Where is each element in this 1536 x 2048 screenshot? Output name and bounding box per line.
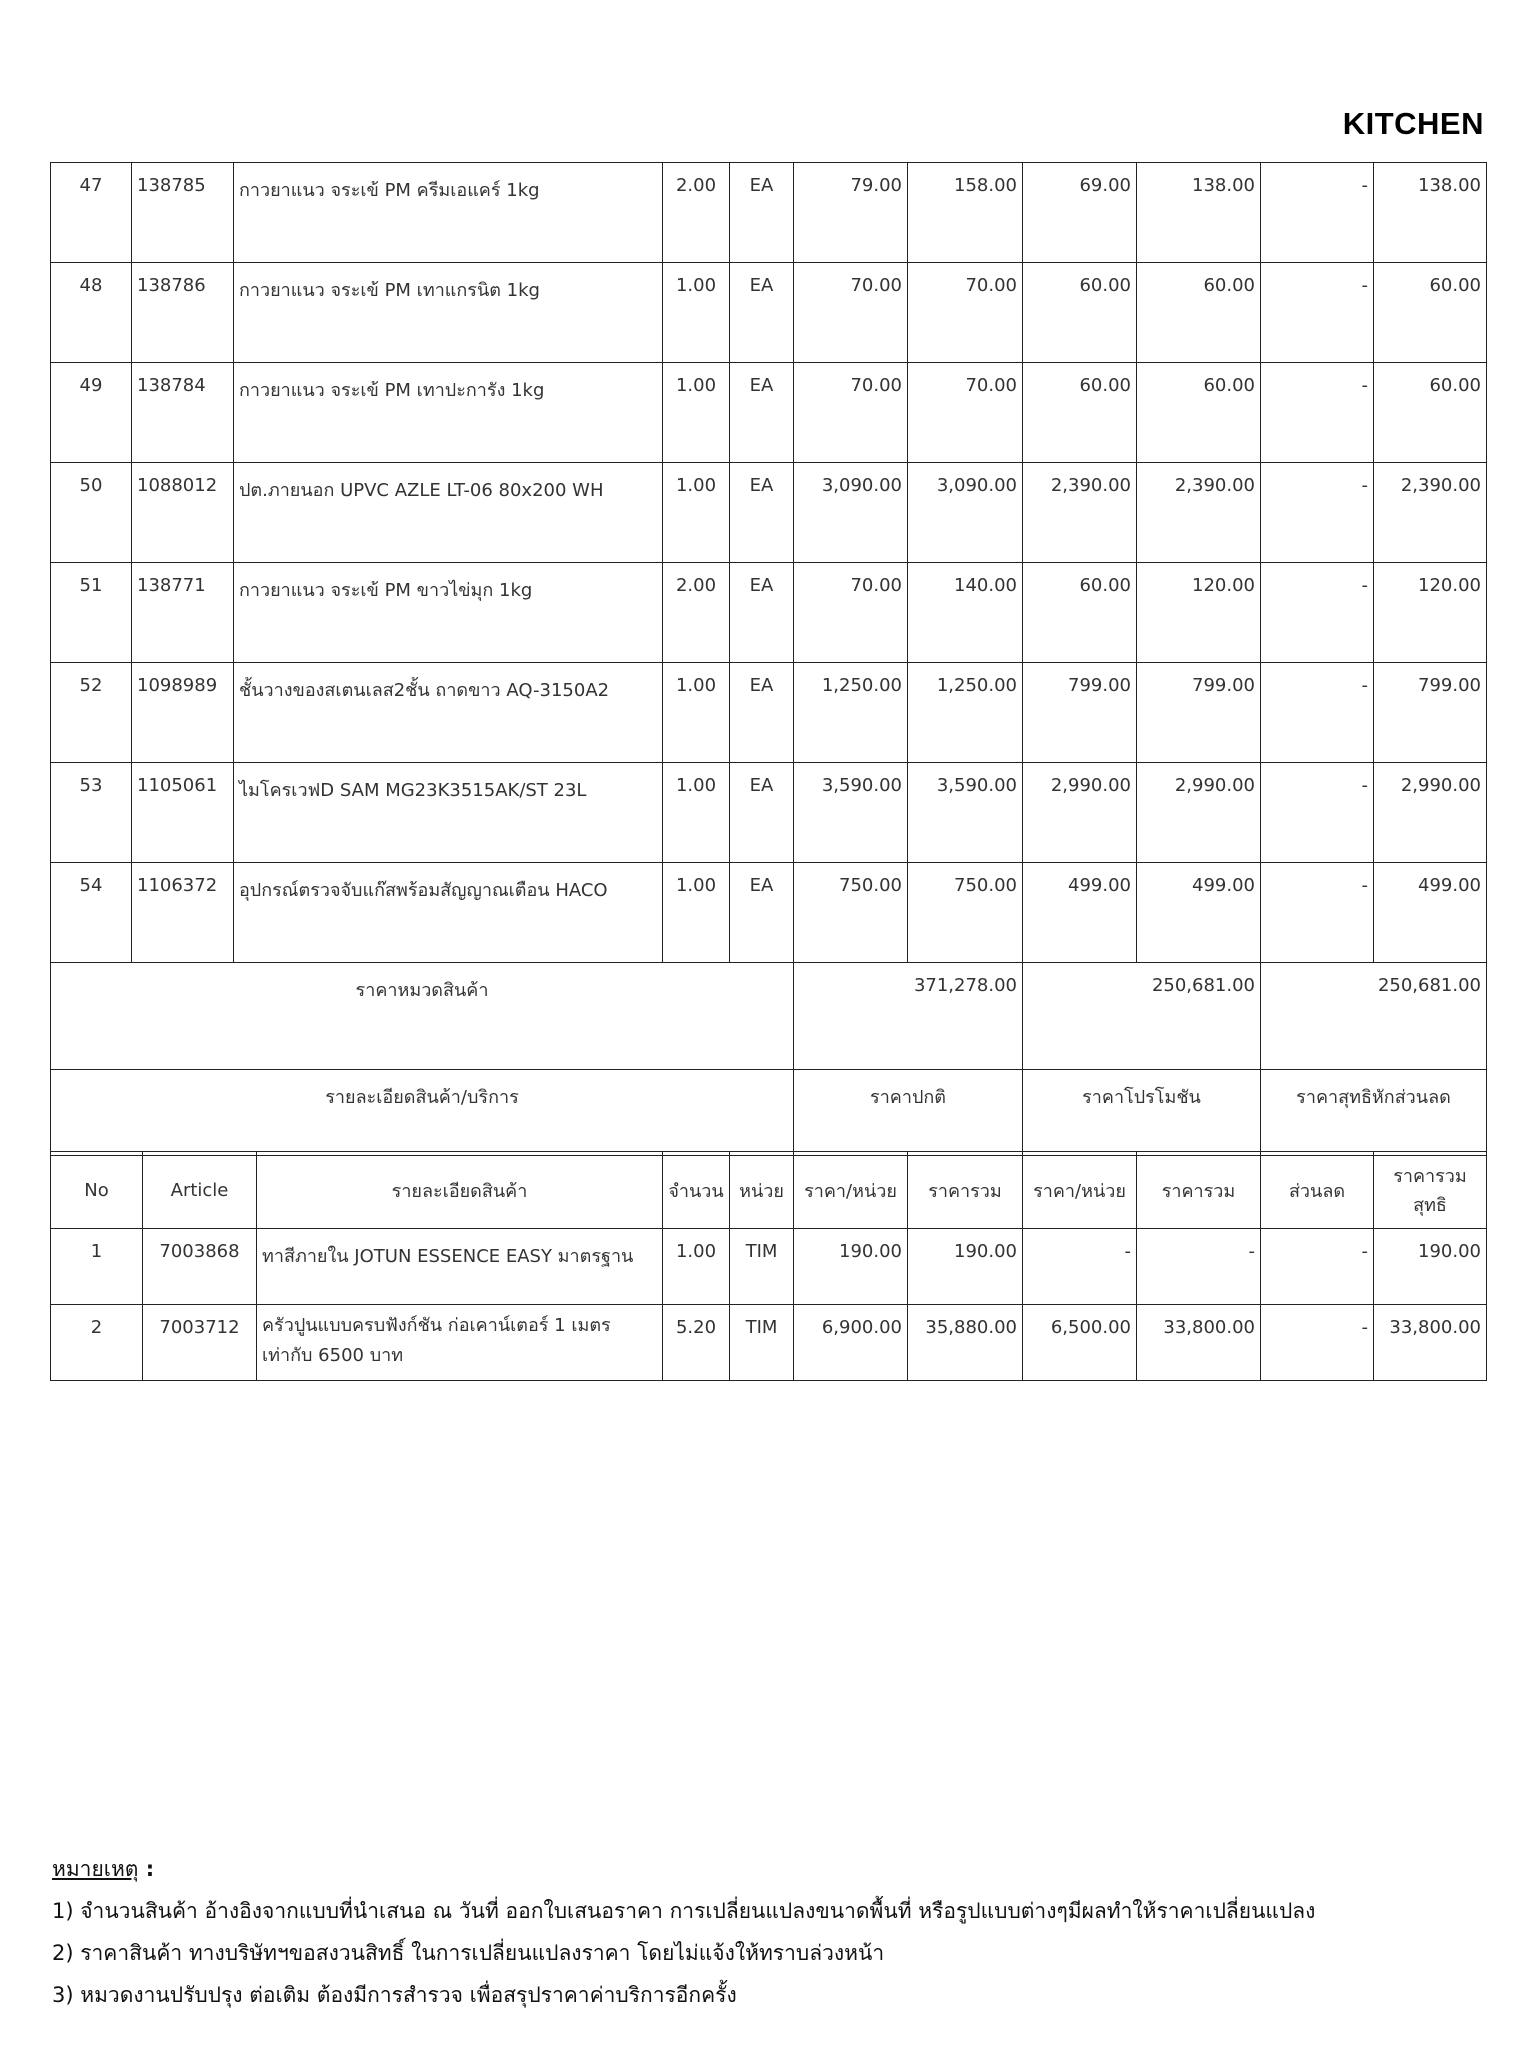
item-code: 1105061 [132,763,234,863]
service-promo-total: 33,800.00 [1137,1305,1261,1381]
item-discount: - [1261,363,1374,463]
item-promo-unit: 60.00 [1023,363,1137,463]
item-unit: EA [730,763,794,863]
item-promo-unit: 799.00 [1023,663,1137,763]
table-row [51,1305,1487,1381]
service-net: 190.00 [1374,1229,1487,1305]
item-net: 799.00 [1374,663,1487,763]
table-row [51,263,1487,363]
services-table [50,1151,1487,1381]
item-desc: ไมโครเวฟD SAM MG23K3515AK/ST 23L [234,763,663,863]
note-line: 3) หมวดงานปรับปรุง ต่อเติม ต้องมีการสำรวจ เพื่อสรุปราคาค่าบริการอีกครั้ง [52,1983,737,2007]
item-total: 70.00 [908,263,1023,363]
item-desc: กาวยาแนว จระเข้ PM ขาวไข่มุก 1kg [234,563,663,663]
service-promo-total: - [1137,1229,1261,1305]
item-promo-total: 2,990.00 [1137,763,1261,863]
item-net: 2,990.00 [1374,763,1487,863]
table-row [51,663,1487,763]
item-qty: 1.00 [663,863,730,963]
service-discount: - [1261,1229,1374,1305]
column-header-desc: รายละเอียดสินค้า [257,1152,663,1229]
column-header-article: Article [143,1152,257,1229]
item-qty: 1.00 [663,363,730,463]
item-net: 60.00 [1374,263,1487,363]
item-net: 120.00 [1374,563,1487,663]
item-code: 1106372 [132,863,234,963]
service-total: 190.00 [908,1229,1023,1305]
item-qty: 1.00 [663,663,730,763]
item-promo-unit: 2,990.00 [1023,763,1137,863]
column-header-net: ราคารวมสุทธิ [1374,1152,1487,1229]
service-total: 35,880.00 [908,1305,1023,1381]
group-header-row [51,1070,1487,1156]
item-unit-price: 1,250.00 [794,663,908,763]
item-net: 138.00 [1374,163,1487,263]
item-unit: EA [730,663,794,763]
item-qty: 2.00 [663,563,730,663]
item-unit-price: 70.00 [794,363,908,463]
item-total: 140.00 [908,563,1023,663]
item-promo-total: 120.00 [1137,563,1261,663]
item-promo-total: 499.00 [1137,863,1261,963]
item-discount: - [1261,763,1374,863]
column-header-row [51,1152,1487,1229]
item-code: 138786 [132,263,234,363]
item-qty: 2.00 [663,163,730,263]
item-discount: - [1261,863,1374,963]
note-line: 1) จำนวนสินค้า อ้างอิงจากแบบที่นำเสนอ ณ วันที่ ออกใบเสนอราคา การเปลี่ยนแปลงขนาดพื้นที่ หรือรูปแบบต่างๆมีผลทำให้ราคาเปลี่ยนแปลง [52,1899,1316,1923]
item-no: 53 [51,763,132,863]
column-header-promo-unit: ราคา/หน่วย [1023,1152,1137,1229]
item-unit-price: 750.00 [794,863,908,963]
service-unit: TIM [730,1305,794,1381]
item-unit-price: 79.00 [794,163,908,263]
item-total: 70.00 [908,363,1023,463]
table-row [51,163,1487,263]
item-desc: กาวยาแนว จระเข้ PM เทาปะการัง 1kg [234,363,663,463]
note-line: 2) ราคาสินค้า ทางบริษัทฯขอสงวนสิทธิ์ ในการเปลี่ยนแปลงราคา โดยไม่แจ้งให้ทราบล่วงหน้า [52,1941,885,1965]
item-net: 60.00 [1374,363,1487,463]
service-discount: - [1261,1305,1374,1381]
item-promo-unit: 60.00 [1023,263,1137,363]
item-unit: EA [730,263,794,363]
item-unit-price: 70.00 [794,263,908,363]
service-code: 7003712 [143,1305,257,1381]
item-no: 49 [51,363,132,463]
service-no: 1 [51,1229,143,1305]
service-code: 7003868 [143,1229,257,1305]
item-unit-price: 3,590.00 [794,763,908,863]
service-promo-unit: - [1023,1229,1137,1305]
column-header-no: No [51,1152,143,1229]
item-unit-price: 3,090.00 [794,463,908,563]
service-net: 33,800.00 [1374,1305,1487,1381]
item-discount: - [1261,563,1374,663]
item-discount: - [1261,663,1374,763]
item-net: 2,390.00 [1374,463,1487,563]
item-unit-price: 70.00 [794,563,908,663]
item-desc: ปต.ภายนอก UPVC AZLE LT-06 80x200 WH [234,463,663,563]
item-code: 138771 [132,563,234,663]
group-header-net: ราคาสุทธิหักส่วนลด [1261,1070,1487,1156]
category-total-promo: 250,681.00 [1023,963,1261,1070]
group-header-regular: ราคาปกติ [794,1070,1023,1156]
item-total: 1,250.00 [908,663,1023,763]
item-unit: EA [730,463,794,563]
category-total-regular: 371,278.00 [794,963,1023,1070]
item-no: 48 [51,263,132,363]
table-row [51,863,1487,963]
column-header-discount: ส่วนลด [1261,1152,1374,1229]
item-qty: 1.00 [663,263,730,363]
item-total: 3,590.00 [908,763,1023,863]
service-qty: 5.20 [663,1305,730,1381]
table-row [51,1229,1487,1305]
item-no: 52 [51,663,132,763]
item-unit: EA [730,863,794,963]
item-desc: กาวยาแนว จระเข้ PM เทาแกรนิต 1kg [234,263,663,363]
group-header-promo: ราคาโปรโมชัน [1023,1070,1261,1156]
item-desc: ชั้นวางของสเตนเลส2ชั้น ถาดขาว AQ-3150A2 [234,663,663,763]
group-header-details: รายละเอียดสินค้า/บริการ [51,1070,794,1156]
item-total: 158.00 [908,163,1023,263]
item-no: 47 [51,163,132,263]
item-promo-total: 2,390.00 [1137,463,1261,563]
column-header-unit: หน่วย [730,1152,794,1229]
notes-section [52,1848,1492,2016]
item-code: 1098989 [132,663,234,763]
item-no: 54 [51,863,132,963]
item-promo-total: 799.00 [1137,663,1261,763]
item-promo-unit: 499.00 [1023,863,1137,963]
item-desc: กาวยาแนว จระเข้ PM ครีมเอแคร์ 1kg [234,163,663,263]
item-promo-unit: 69.00 [1023,163,1137,263]
column-header-promo-total: ราคารวม [1137,1152,1261,1229]
item-promo-total: 138.00 [1137,163,1261,263]
item-total: 3,090.00 [908,463,1023,563]
item-promo-unit: 2,390.00 [1023,463,1137,563]
service-desc: ครัวปูนแบบครบฟังก์ชัน ก่อเคาน์เตอร์ 1 เมตร เท่ากับ 6500 บาท [257,1305,663,1381]
service-unit-price: 6,900.00 [794,1305,908,1381]
item-promo-total: 60.00 [1137,263,1261,363]
page-title: KITCHEN [1342,106,1484,141]
item-discount: - [1261,263,1374,363]
service-qty: 1.00 [663,1229,730,1305]
item-unit: EA [730,363,794,463]
table-row [51,363,1487,463]
item-desc: อุปกรณ์ตรวจจับแก๊สพร้อมสัญญาณเตือน HACO [234,863,663,963]
notes-heading [52,1848,1492,1890]
service-unit-price: 190.00 [794,1229,908,1305]
notes-colon: : [138,1857,155,1881]
column-header-unit-price: ราคา/หน่วย [794,1152,908,1229]
service-unit: TIM [730,1229,794,1305]
table-row [51,763,1487,863]
category-total-row [51,963,1487,1070]
item-discount: - [1261,163,1374,263]
item-qty: 1.00 [663,463,730,563]
item-promo-unit: 60.00 [1023,563,1137,663]
item-qty: 1.00 [663,763,730,863]
item-promo-total: 60.00 [1137,363,1261,463]
item-discount: - [1261,463,1374,563]
category-total-net: 250,681.00 [1261,963,1487,1070]
item-no: 50 [51,463,132,563]
items-table [50,162,1487,1156]
table-row [51,463,1487,563]
service-no: 2 [51,1305,143,1381]
item-no: 51 [51,563,132,663]
item-code: 1088012 [132,463,234,563]
notes-title: หมายเหตุ [52,1857,139,1881]
item-unit: EA [730,563,794,663]
column-header-total: ราคารวม [908,1152,1023,1229]
category-total-label: ราคาหมวดสินค้า [51,963,794,1070]
service-desc: ทาสีภายใน JOTUN ESSENCE EASY มาตรฐาน [257,1229,663,1305]
item-code: 138785 [132,163,234,263]
item-unit: EA [730,163,794,263]
item-total: 750.00 [908,863,1023,963]
table-row [51,563,1487,663]
item-net: 499.00 [1374,863,1487,963]
item-code: 138784 [132,363,234,463]
column-header-qty: จำนวน [663,1152,730,1229]
service-promo-unit: 6,500.00 [1023,1305,1137,1381]
